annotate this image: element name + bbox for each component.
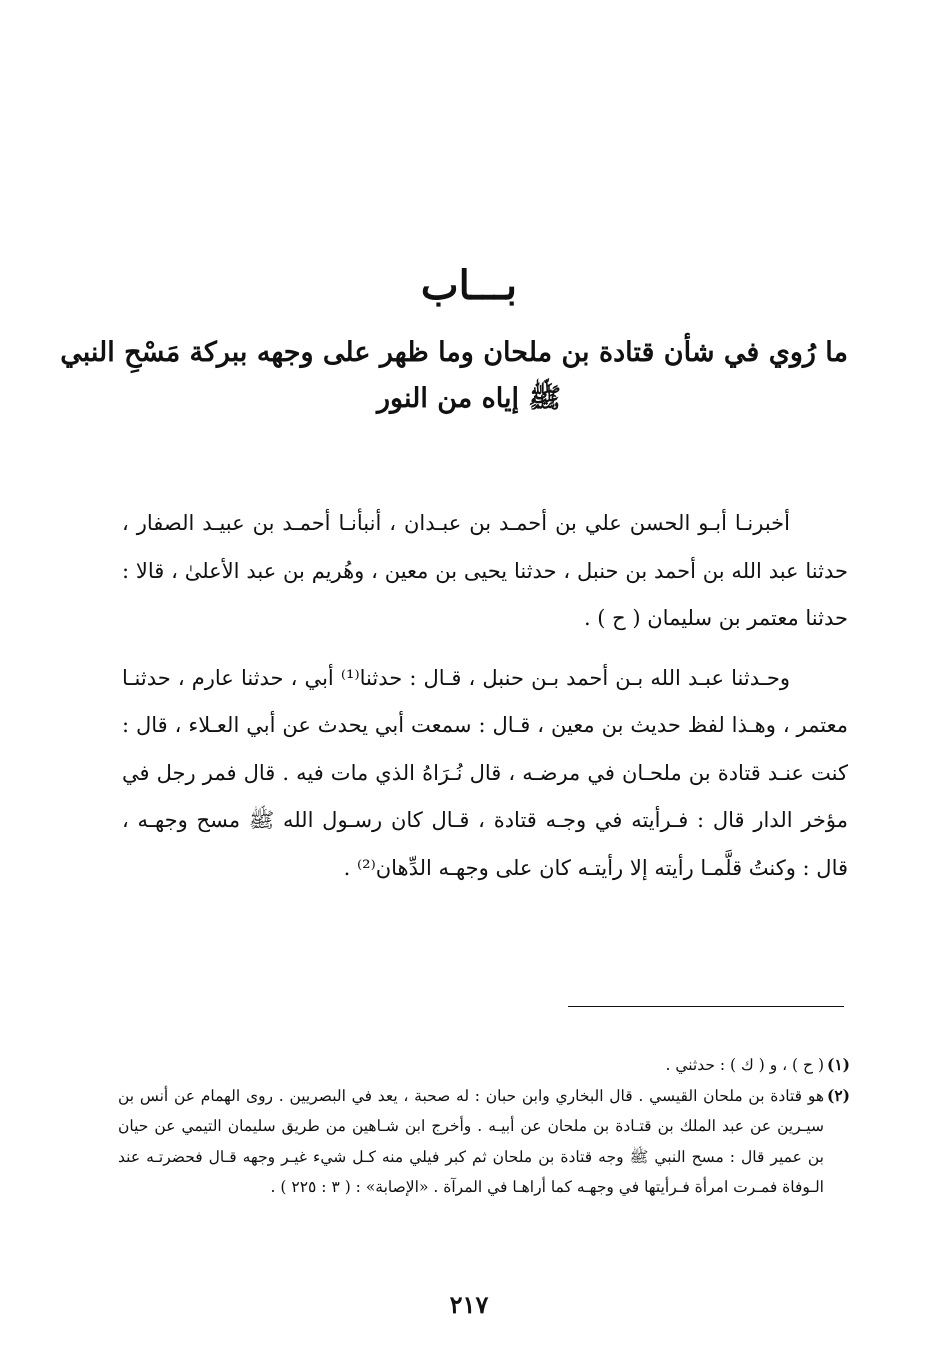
paragraph: [122, 655, 848, 893]
footnote-separator: [568, 1006, 844, 1007]
chapter-title-line-1: ما رُوي في شأن قتادة بن ملحان وما ظهر على وجهه ببركة مَسْحِ النبي: [60, 337, 848, 368]
chapter-heading: بـــاب: [420, 262, 518, 309]
footnote: [118, 1050, 850, 1081]
footnote-number: (٢): [826, 1085, 850, 1105]
chapter-title-line-2: ﷺ إياه من النور: [376, 383, 562, 414]
paragraph: [122, 500, 848, 643]
body-text: [122, 500, 848, 892]
paragraph-text: أخبرنـا أبـو الحسن علي بن أحمـد بن عبـدان ، أنبأنـا أحمـد بن عبيـد الصفار ، حدثنا عبد الله بن أحمد بن حنبل ، حدثنا يحيى بن معين ، وهُريم بن عبد الأعلىٰ ، قالا : حدثنا معتمر بن سليمان ( ح ) .: [122, 511, 848, 630]
footnote-text: هو قتادة بن ملحان القيسي . قال البخاري وابن حبان : له صحبة ، يعد في البصريين . روى الهمام عن أنس بن سيـرين عن عبد الملك بن قتـادة بن ملحان عن أبيـه . وأخرج ابن شـاهين من طريق سليمان التيمي عن حيان بن عمير قال : مسح النبي ﷺ وجه قتادة بن ملحان ثم كبر فيلي منه كـل شيء غيـر وجهه قـال فحضرتـه عند الـوفاة فمـرت امرأة فـرأيتها في وجهـه كما أراهـا في المرآة . «الإصابة» : ( ٣ : ٢٢٥ ) .: [118, 1086, 824, 1196]
footnotes: [118, 1050, 850, 1203]
footnote-text: ( ح ) ، و ( ك ) : حدثني .: [665, 1056, 824, 1074]
footnote: [118, 1081, 850, 1203]
paragraph-text: وحـدثنا عبـد الله بـن أحمد بـن حنبل ، قـال : حدثنا⁽¹⁾ أبي ، حدثنا عارم ، حدثنـا معتمر ، وهـذا لفظ حديث بن معين ، قـال : سمعت أبي يحدث عن أبي العـلاء ، قال : كنت عنـد قتادة بن ملحـان في مرضـه ، قال نُـرَاهُ الذي مات فيه . قال فمر رجل في مؤخر الدار قال : فـرأيته في وجـه قتادة ، قـال كان رسـول الله ﷺ مسح وجهـه ، قال : وكنتُ قلَّمـا رأيته إلا رأيتـه كان على وجهـه الدِّهان⁽²⁾ .: [122, 665, 848, 880]
chapter-title: [60, 330, 848, 422]
footnote-number: (١): [826, 1055, 850, 1074]
page-number: ٢١٧: [449, 1290, 489, 1319]
